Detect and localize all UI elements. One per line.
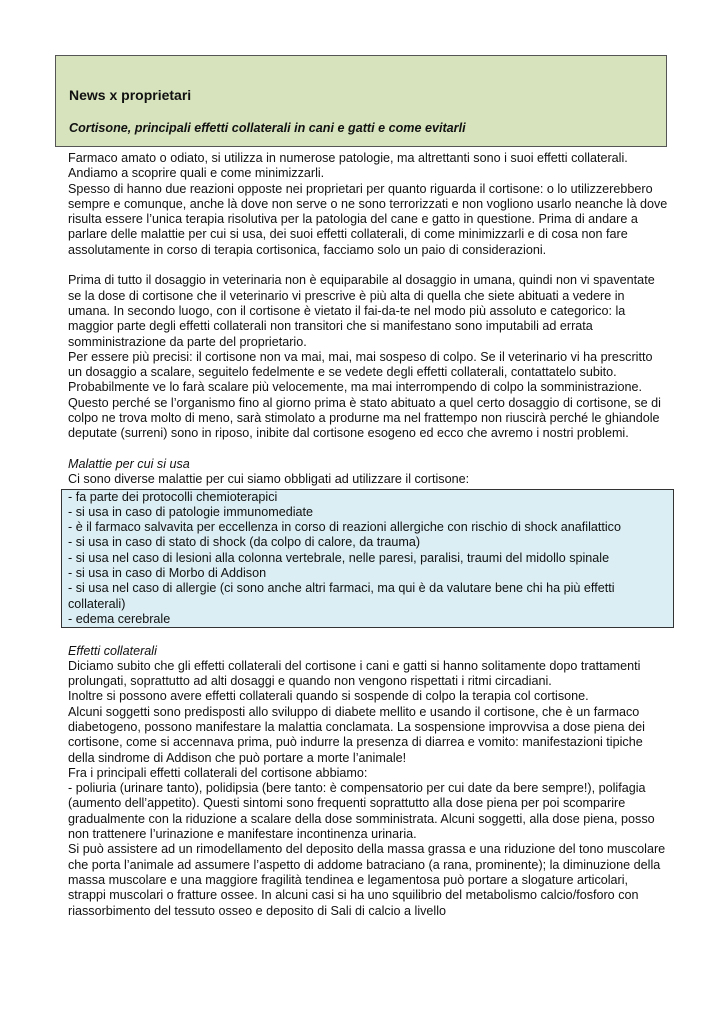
- news-header-box: [55, 55, 667, 147]
- section-title-malattie: Malattie per cui si usa: [68, 456, 190, 471]
- list-item: - edema cerebrale: [68, 611, 171, 626]
- list-item: - si usa nel caso di allergie (ci sono anche altri farmaci, ma qui è da valutare bene chi ha più effetti collaterali): [68, 581, 615, 611]
- malattie-lead: Ci sono diverse malattie per cui siamo obbligati ad utilizzare il cortisone:: [68, 472, 470, 487]
- list-item: - è il farmaco salvavita per eccellenza in corso di reazioni allergiche con rischio di shock anafilattico: [68, 520, 621, 535]
- list-item: - fa parte dei protocolli chemioterapici: [68, 489, 278, 504]
- intro-paragraph-1: Farmaco amato o odiato, si utilizza in numerose patologie, ma altrettanti sono i suoi effetti collaterali. Andiamo a scoprire quali e come minimizzarli.: [68, 151, 628, 181]
- intro-paragraph-2: Spesso di hanno due reazioni opposte nei proprietari per quanto riguarda il cortisone: o lo utilizzerebbero sempre e comunque, anche là dove non serve o ne sono terrorizzati e non vogliono usarlo neanche là dove risulta essere l’unica terapia risolutiva per la patologia del cane e gatto in questione. Prima di andare a parlare delle malattie per cui si usa, dei suoi effetti collaterali, di come minimizzarli e di cosa non fare assolutamente in corso di terapia cortisonica, facciamo solo un paio di considerazioni.: [68, 181, 668, 257]
- malattie-list-box: [61, 489, 674, 629]
- article-body: [68, 151, 668, 919]
- effetti-paragraph-3: Alcuni soggetti sono predisposti allo sviluppo di diabete mellito e usando il cortisone, che è un farmaco diabetogeno, possono manifestare la malattia conclamata. La sospensione improvvisa a dose piena dei cortisone, come si accennava prima, può indurre la presenza di diarrea e vomito: manifestazioni tipiche della sindrome di Addison che può portare a morte l’animale!: [68, 704, 645, 765]
- intro-paragraph-4: Per essere più precisi: il cortisone non va mai, mai, mai sospeso di colpo. Se il veterinario vi ha prescritto un dosaggio a scalare, seguitelo fedelmente e se vedete degli effetti collaterali, contattatelo subito. Probabilmente ve lo farà scalare più velocemente, ma mai interrompendo di colpo la somministrazione. Questo perché se l’organismo fino al giorno prima è stato abituato a quel certo dosaggio di cortisone, se di colpo ne trova molto di meno, sarà stimolato a produrne ma nel frattempo non riuscirà perché le ghiandole deputate (surreni) sono in riposo, inibite dal cortisone esogeno ed ecco che avremo i nostri problemi.: [68, 349, 661, 441]
- effetti-paragraph-4: Fra i principali effetti collaterali del cortisone abbiamo:: [68, 765, 368, 780]
- intro-paragraph-3: Prima di tutto il dosaggio in veterinaria non è equiparabile al dosaggio in umana, quindi non vi spaventate se la dose di cortisone che il veterinario vi prescrive è più alta di quella che siete abituati a vedere in umana. In secondo luogo, con il cortisone è vietato il fai-da-te nel modo più assoluto e categorico: la maggior parte degli effetti collaterali non transitori che si manifestano sono imputabili ad errata somministrazione da parte del proprietario.: [68, 273, 655, 349]
- list-item: - si usa in caso di Morbo di Addison: [68, 566, 267, 581]
- page-title: News x proprietari: [69, 87, 192, 103]
- section-title-effetti: Effetti collaterali: [68, 643, 157, 658]
- effetti-paragraph-6: Si può assistere ad un rimodellamento del deposito della massa grassa e una riduzione del tono muscolare che porta l’animale ad assumere l’aspetto di addome batraciano (a rana, prominente); la diminuzione della massa muscolare e una maggiore fragilità tendinea e legamentosa può portare a slogature articolari, strappi muscolari o fratture ossee. In alcuni casi si ha uno squilibrio del metabolismo calcio/fosforo con riassorbimento del tessuto osseo e deposito di Sali di calcio a livello: [68, 842, 666, 918]
- paragraph-gap: [68, 258, 668, 273]
- list-item: - si usa in caso di stato di shock (da colpo di calore, da trauma): [68, 535, 421, 550]
- effetti-paragraph-1: Diciamo subito che gli effetti collaterali del cortisone i cani e gatti si hanno solitamente dopo trattamenti prolungati, soprattutto ad alti dosaggi e quando non vengono rispettati i ritmi circadiani.: [68, 658, 641, 689]
- paragraph-gap: [68, 628, 668, 643]
- list-item: - si usa nel caso di lesioni alla colonna vertebrale, nelle paresi, paralisi, traumi del midollo spinale: [68, 550, 610, 565]
- paragraph-gap: [68, 442, 668, 457]
- list-item: - si usa in caso di patologie immunomediate: [68, 504, 314, 519]
- article-subtitle: Cortisone, principali effetti collaterali in cani e gatti e come evitarli: [69, 121, 466, 135]
- effetti-paragraph-5: - poliuria (urinare tanto), polidipsia (bere tanto: è compensatorio per cui date da bere sempre!), polifagia (aumento dell’appetito). Questi sintomi sono frequenti soprattutto alla dose piena per poi scomparire gradualmente con la riduzione a scalare della dose somministrata. Alcuni soggetti, alla dose piena, posso non trattenere l’urinazione e manifestare incontinenza urinaria.: [68, 781, 655, 842]
- effetti-paragraph-2: Inoltre si possono avere effetti collaterali quando si sospende di colpo la terapia col cortisone.: [68, 689, 589, 704]
